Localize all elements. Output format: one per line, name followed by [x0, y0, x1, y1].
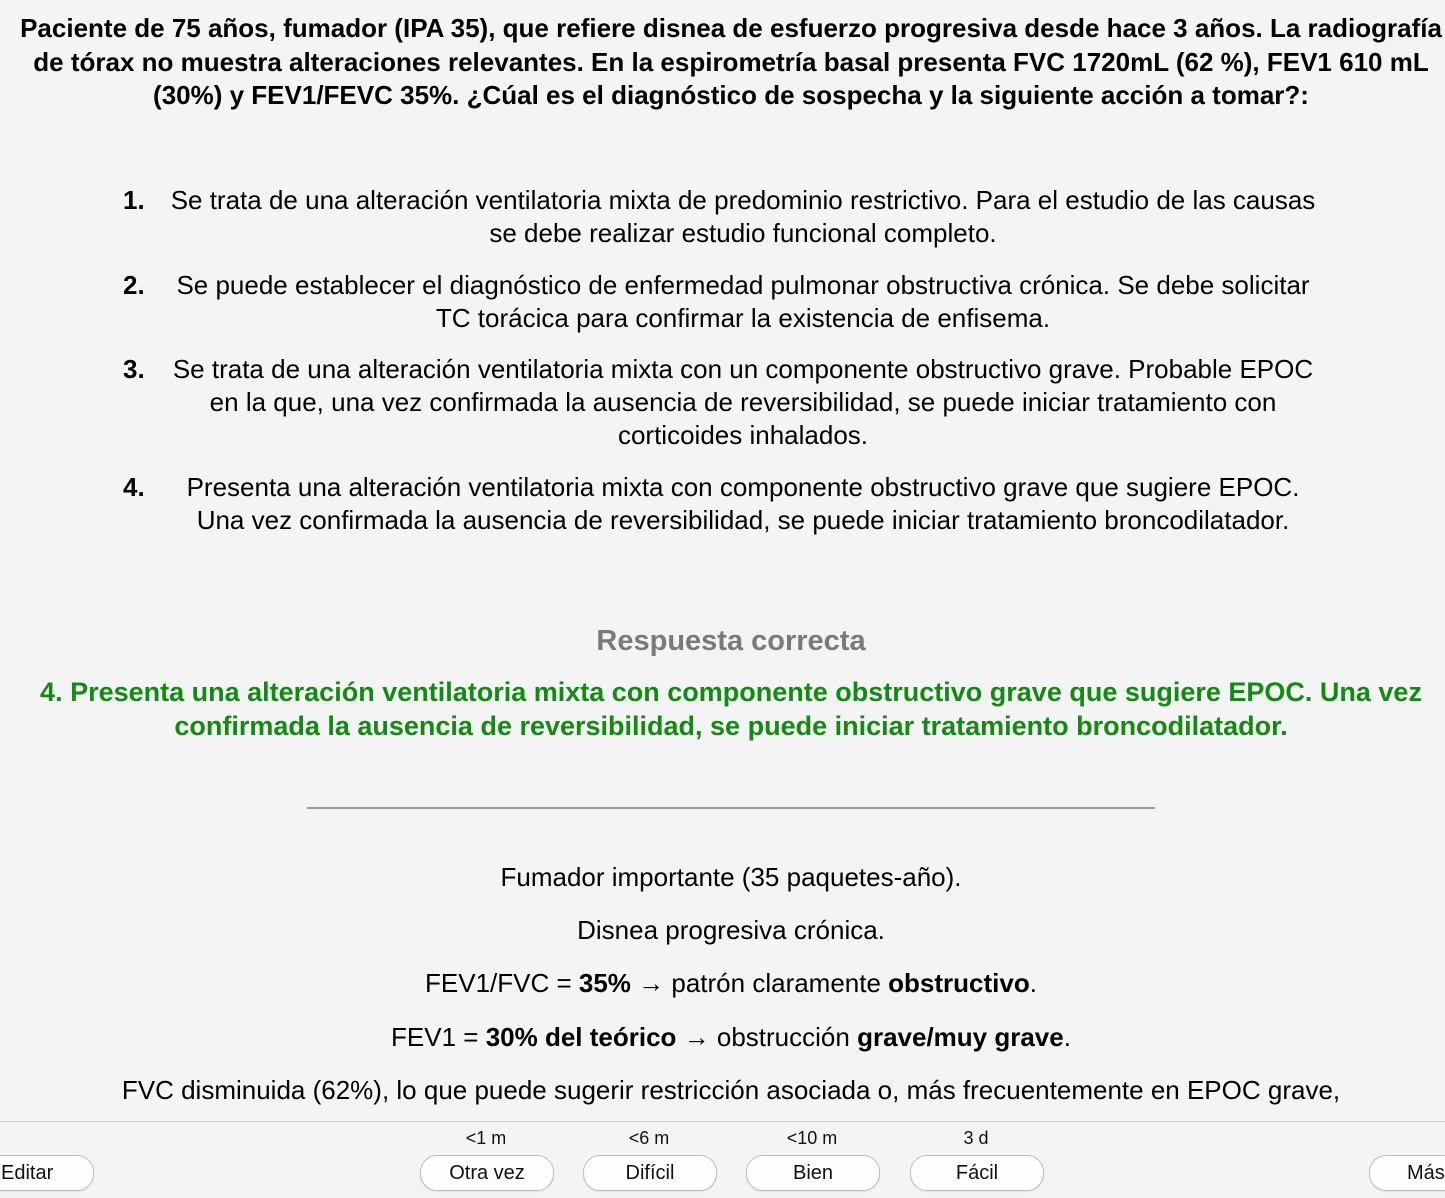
- explanation-text: FEV1/FVC =: [425, 968, 579, 998]
- answer-toolbar: [0, 1121, 1445, 1198]
- option-number: 2.: [123, 270, 145, 300]
- more-button[interactable]: [1369, 1155, 1445, 1191]
- question-text: Paciente de 75 años, fumador (IPA 35), que refiere disnea de esfuerzo progresiva desde hace 3 años. La radiografía de tórax no muestra alteraciones relevantes. En la espirometría basal presenta FVC 1720mL (62 %), FEV1 610 mL (30%) y FEV1/FEVC 35%. ¿Cúal es el diagnóstico de sospecha y la siguiente acción a tomar?:: [20, 13, 1442, 110]
- option-text: Se puede establecer el diagnóstico de enfermedad pulmonar obstructiva crónica. Se debe solicitar TC torácica para confirmar la existencia de enfisema.: [176, 270, 1310, 333]
- explanation-text: → obstrucción: [676, 1022, 858, 1052]
- option-number: 1.: [123, 185, 145, 215]
- option-text: Presenta una alteración ventilatoria mixta con componente obstructivo grave que sugiere EPOC. Una vez confirmada la ausencia de reversibilidad, se puede iniciar tratamiento broncodilatador.: [186, 472, 1300, 535]
- option-text: Se trata de una alteración ventilatoria mixta de predominio restrictivo. Para el estudio de las causas se debe realizar estudio funcional completo.: [170, 185, 1316, 248]
- option-3: [123, 353, 1353, 452]
- hard-button[interactable]: [583, 1155, 717, 1191]
- explanation-bold: grave/muy grave: [857, 1022, 1064, 1052]
- good-button-label: Bien: [792, 1162, 834, 1184]
- answer-heading: Respuesta correcta: [596, 625, 866, 657]
- explanation-bold: 30% del teórico: [485, 1022, 677, 1052]
- again-button[interactable]: [420, 1155, 554, 1191]
- explanation-text: FEV1 =: [391, 1022, 486, 1052]
- edit-button[interactable]: [0, 1155, 94, 1191]
- option-number: 4.: [123, 472, 145, 502]
- option-1: [123, 184, 1353, 250]
- edit-button-label: Editar: [1, 1162, 54, 1184]
- option-2: [123, 269, 1353, 335]
- explanation-text: → patrón claramente: [630, 968, 889, 998]
- explanation-line: [0, 968, 1445, 998]
- correct-answer-text: 4. Presenta una alteración ventilatoria mixta con componente obstructivo grave que sugiere EPOC. Una vez confirmada la ausencia de reversibilidad, se puede iniciar tratamiento broncodilatador.: [40, 677, 1422, 741]
- explanation-line: FVC disminuida (62%), lo que puede sugerir restricción asociada o, más frecuentemente en EPOC grave,: [121, 1075, 1341, 1105]
- good-button[interactable]: [746, 1155, 880, 1191]
- explanation-line: Disnea progresiva crónica.: [577, 915, 885, 945]
- easy-button[interactable]: [910, 1155, 1044, 1191]
- interval-good: <10 m: [786, 1128, 838, 1148]
- divider: [307, 807, 1155, 809]
- easy-button-label: Fácil: [955, 1162, 999, 1184]
- explanation-text: .: [1063, 1022, 1071, 1052]
- explanation-bold: obstructivo: [888, 968, 1030, 998]
- hard-button-label: Difícil: [625, 1162, 675, 1184]
- more-button-label: Más: [1407, 1162, 1445, 1184]
- explanation-line: Fumador importante (35 paquetes-año).: [500, 862, 962, 892]
- option-4: [123, 471, 1353, 537]
- interval-again: <1 m: [465, 1128, 507, 1148]
- again-button-label: Otra vez: [449, 1162, 525, 1184]
- explanation-line: [0, 1022, 1445, 1052]
- option-number: 3.: [123, 354, 145, 384]
- interval-hard: <6 m: [628, 1128, 670, 1148]
- explanation-text: .: [1029, 968, 1037, 998]
- interval-easy: 3 d: [963, 1128, 989, 1148]
- option-text: Se trata de una alteración ventilatoria mixta con un componente obstructivo grave. Probable EPOC en la que, una vez confirmada la ausencia de reversibilidad, se puede iniciar tratamiento con corticoides inhalados.: [172, 354, 1314, 450]
- explanation-bold: 35%: [578, 968, 631, 998]
